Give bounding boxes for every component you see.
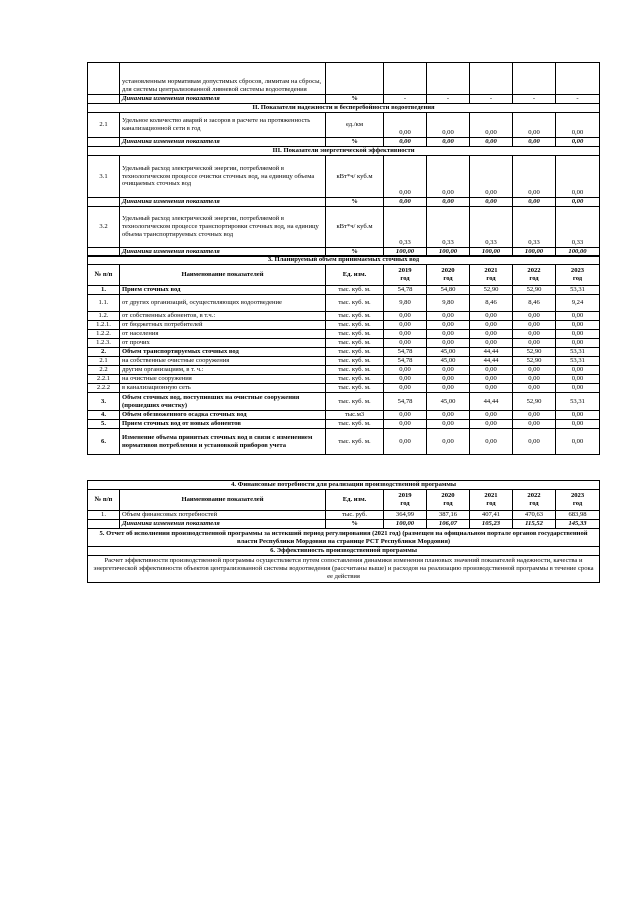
value-cell: 0,00	[384, 384, 427, 393]
row-name: Объем транспортируемых сточных вод	[120, 348, 326, 357]
value-cell: 0,00	[556, 198, 600, 207]
table-row	[88, 286, 600, 295]
unit-cell: кВт*ч/ куб.м	[326, 156, 384, 198]
value-cell: 0,00	[556, 156, 600, 198]
row-name: на собственные очистные сооружения	[120, 357, 326, 366]
value-cell: 0,00	[513, 375, 556, 384]
unit-cell: %	[326, 520, 384, 529]
header-name: Наименование показателей	[120, 490, 326, 511]
value-cell: 0,00	[556, 138, 600, 147]
table-row	[88, 330, 600, 339]
row-number: 2.1	[88, 357, 120, 366]
table-row	[88, 348, 600, 357]
unit-cell: тыс. куб. м.	[326, 393, 384, 411]
value-cell: -	[384, 95, 427, 104]
header-year: 2019 год	[384, 490, 427, 511]
value-cell: 0,00	[513, 321, 556, 330]
value-cell: 0,00	[427, 429, 470, 455]
wastewater-volume-table	[87, 255, 600, 455]
row-number: 2.2.2	[88, 384, 120, 393]
table-row	[88, 156, 600, 198]
unit-cell: тыс. куб. м.	[326, 312, 384, 321]
row-name: от собственных абонентов, в т.ч.:	[120, 312, 326, 321]
value-cell: 54,78	[384, 393, 427, 411]
table-row	[88, 207, 600, 248]
value-cell: 0,00	[556, 375, 600, 384]
section-title-efficiency: 6. Эффективность производственной программы	[88, 547, 600, 556]
row-number: 2.2.1	[88, 375, 120, 384]
value-cell: 52,90	[513, 393, 556, 411]
value-cell: 54,78	[384, 357, 427, 366]
value-cell: 0,00	[513, 429, 556, 455]
efficiency-description: Расчет эффективности производственной программы осуществляется путем сопоставления динамики изменения плановых значений показателей надежности, качества и энергетической эффективности объектов централизованной системы водоотведения (рассчитаны выше) и расходов на реализацию производственной программы в течение срока ее действия	[88, 556, 600, 583]
value-cell: 0,00	[556, 312, 600, 321]
row-number: 1.2.2.	[88, 330, 120, 339]
value-cell: 0,00	[384, 312, 427, 321]
value-cell: 0,00	[427, 113, 470, 138]
header-year: 2019 год	[384, 265, 427, 286]
dynamics-label: Динамика изменения показателя	[120, 95, 326, 104]
dynamics-label: Динамика изменения показателя	[120, 248, 326, 257]
section-title-financial: 4. Финансовые потребности для реализации производственной программы	[88, 481, 600, 490]
value-cell: 0,33	[556, 207, 600, 248]
value-cell: 0,00	[556, 420, 600, 429]
value-cell: 0,00	[427, 156, 470, 198]
unit-cell: кВт*ч/ куб.м	[326, 207, 384, 248]
value-cell: 53,31	[556, 357, 600, 366]
value-cell: 0,00	[556, 366, 600, 375]
value-cell: 100,00	[556, 248, 600, 257]
table-row	[88, 63, 600, 95]
row-number: 1.	[88, 511, 120, 520]
section-title-report: 5. Отчет об исполнении производственной программы за истекший период регулирования (2021 год) (размещен на официальном портале органов государственной власти Республики Мордовия на странице РСТ Республики Мордовия)	[88, 529, 600, 547]
row-name: другим организациям, в т. ч.:	[120, 366, 326, 375]
value-cell: 387,16	[427, 511, 470, 520]
value-cell: 0,00	[470, 420, 513, 429]
value-cell: 0,00	[470, 198, 513, 207]
row-name: Объем обезвоженного осадка сточных вод	[120, 411, 326, 420]
row-name: Объем сточных вод, поступивших на очистные сооружения (прошедших очистку)	[120, 393, 326, 411]
indicator-description: Удельное количество аварий и засоров в расчете на протяженность канализационной сети в год	[120, 113, 326, 138]
value-cell: 52,90	[513, 286, 556, 295]
header-year: 2020 год	[427, 265, 470, 286]
row-number: 1.1.	[88, 295, 120, 312]
section-title-wastewater: 3. Планируемый объем принимаемых сточных вод	[88, 256, 600, 265]
value-cell: 0,00	[427, 138, 470, 147]
dynamics-label: Динамика изменения показателя	[120, 138, 326, 147]
unit-cell: тыс. куб. м.	[326, 295, 384, 312]
row-name: Изменение объема принятых сточных вод в связи с изменением нормативов потребления и установкой приборов учета	[120, 429, 326, 455]
value-cell: 115,52	[513, 520, 556, 529]
row-number: 1.2.	[88, 312, 120, 321]
value-cell: 0,00	[513, 384, 556, 393]
value-cell: 0,00	[556, 429, 600, 455]
value-cell: 0,00	[470, 366, 513, 375]
table-row	[88, 295, 600, 312]
table-row	[88, 411, 600, 420]
row-name: Объем финансовых потребностей	[120, 511, 326, 520]
table-row	[88, 312, 600, 321]
indicators-table	[87, 62, 600, 257]
row-name: от прочих	[120, 339, 326, 348]
dynamics-row	[88, 198, 600, 207]
row-name: от других организаций, осуществляющих водоотведение	[120, 295, 326, 312]
financial-needs-table	[87, 480, 600, 583]
row-number: 4.	[88, 411, 120, 420]
value-cell: 0,00	[384, 113, 427, 138]
value-cell: 52,90	[513, 357, 556, 366]
value-cell: 45,00	[427, 357, 470, 366]
value-cell: 0,33	[470, 207, 513, 248]
header-unit: Ед. изм.	[326, 265, 384, 286]
header-year: 2023 год	[556, 265, 600, 286]
table-row	[88, 366, 600, 375]
row-number: 1.	[88, 286, 120, 295]
value-cell: 0,00	[384, 375, 427, 384]
row-number: 3.1	[88, 156, 120, 198]
value-cell: 0,00	[427, 330, 470, 339]
value-cell: 0,00	[427, 321, 470, 330]
value-cell: 9,24	[556, 295, 600, 312]
value-cell: 0,00	[384, 366, 427, 375]
value-cell: 52,90	[513, 348, 556, 357]
value-cell: 407,41	[470, 511, 513, 520]
unit-cell: тыс. куб. м.	[326, 357, 384, 366]
value-cell: 0,00	[470, 339, 513, 348]
row-number: 6.	[88, 429, 120, 455]
header-number: № п/п	[88, 265, 120, 286]
value-cell: 0,00	[513, 138, 556, 147]
header-year: 2021 год	[470, 490, 513, 511]
header-year: 2021 год	[470, 265, 513, 286]
section-header	[88, 547, 600, 556]
value-cell: 0,00	[470, 429, 513, 455]
value-cell: 0,00	[384, 411, 427, 420]
row-number: 2.	[88, 348, 120, 357]
unit-cell: тыс. куб. м.	[326, 420, 384, 429]
value-cell: 0,00	[427, 312, 470, 321]
value-cell: 0,00	[556, 384, 600, 393]
row-number: 1.2.1.	[88, 321, 120, 330]
header-year: 2023 год	[556, 490, 600, 511]
value-cell: 0,00	[427, 366, 470, 375]
row-name: от населения	[120, 330, 326, 339]
dynamics-label: Динамика изменения показателя	[120, 198, 326, 207]
unit-cell: %	[326, 95, 384, 104]
section-title-reliability: II. Показатели надежности и бесперебойности водоотведения	[88, 104, 600, 113]
indicator-description: установленным нормативам допустимых сбросов, лимитам на сбросы, для системы централизованной ливневой системы водоотведения	[120, 63, 326, 95]
value-cell: 44,44	[470, 348, 513, 357]
value-cell: 100,00	[427, 248, 470, 257]
row-number: 2.2	[88, 366, 120, 375]
row-number: 3.	[88, 393, 120, 411]
value-cell: 0,00	[556, 330, 600, 339]
value-cell: 44,44	[470, 357, 513, 366]
table-row	[88, 393, 600, 411]
table-header	[88, 265, 600, 286]
value-cell: 0,00	[556, 339, 600, 348]
value-cell: 0,00	[470, 156, 513, 198]
value-cell: 0,00	[470, 138, 513, 147]
header-name: Наименование показателей	[120, 265, 326, 286]
value-cell: 8,46	[470, 295, 513, 312]
value-cell: 0,00	[384, 420, 427, 429]
unit-cell: тыс. куб. м.	[326, 348, 384, 357]
section-header	[88, 481, 600, 490]
value-cell: 54,80	[427, 286, 470, 295]
row-number: 1.2.3.	[88, 339, 120, 348]
value-cell: 0,00	[384, 339, 427, 348]
table-header	[88, 490, 600, 511]
value-cell: 0,00	[513, 156, 556, 198]
value-cell: 0,00	[556, 321, 600, 330]
value-cell: 106,07	[427, 520, 470, 529]
value-cell: 100,00	[470, 248, 513, 257]
value-cell: -	[556, 95, 600, 104]
value-cell: 470,63	[513, 511, 556, 520]
value-cell: 0,00	[556, 411, 600, 420]
section-title-energy: III. Показатели энергетической эффективности	[88, 147, 600, 156]
table-row	[88, 420, 600, 429]
row-name: в канализационную сеть	[120, 384, 326, 393]
unit-cell: тыс. куб. м.	[326, 375, 384, 384]
table-row	[88, 113, 600, 138]
value-cell: 0,00	[513, 312, 556, 321]
value-cell: 0,00	[470, 384, 513, 393]
header-year: 2022 год	[513, 490, 556, 511]
section-header	[88, 529, 600, 547]
value-cell: 0,00	[470, 411, 513, 420]
row-name: Прием сточных вод	[120, 286, 326, 295]
value-cell: 364,99	[384, 511, 427, 520]
value-cell: 0,00	[513, 330, 556, 339]
value-cell: 0,00	[513, 113, 556, 138]
row-name: Прием сточных вод от новых абонентов	[120, 420, 326, 429]
value-cell: 0,00	[556, 113, 600, 138]
table-row	[88, 384, 600, 393]
indicator-description: Удельный расход электрической энергии, потребляемой в технологическом процессе очистки сточных вод, на единицу объема очищаемых сточных вод	[120, 156, 326, 198]
value-cell: 0,00	[384, 429, 427, 455]
value-cell: 0,00	[470, 330, 513, 339]
unit-cell: тыс. куб. м.	[326, 286, 384, 295]
value-cell: 0,00	[470, 113, 513, 138]
section-header	[88, 147, 600, 156]
unit-cell: ед./км	[326, 113, 384, 138]
value-cell: 0,00	[470, 375, 513, 384]
unit-cell: тыс. куб. м.	[326, 366, 384, 375]
unit-cell: %	[326, 198, 384, 207]
value-cell: 8,46	[513, 295, 556, 312]
value-cell: 54,78	[384, 286, 427, 295]
value-cell: 0,33	[427, 207, 470, 248]
indicator-description: Удельный расход электрической энергии, потребляемой в технологическом процессе транспортировки сточных вод, на единицу объема транспортируемых сточных вод	[120, 207, 326, 248]
value-cell: 0,00	[513, 366, 556, 375]
value-cell: -	[513, 95, 556, 104]
unit-cell: %	[326, 138, 384, 147]
unit-cell: тыс. куб. м.	[326, 339, 384, 348]
table-row	[88, 321, 600, 330]
value-cell: 54,78	[384, 348, 427, 357]
value-cell: 9,80	[427, 295, 470, 312]
dynamics-label: Динамика изменения показателя	[120, 520, 326, 529]
table-row	[88, 339, 600, 348]
section-header	[88, 104, 600, 113]
value-cell: 0,00	[427, 339, 470, 348]
value-cell: 0,00	[384, 330, 427, 339]
value-cell: 0,00	[427, 384, 470, 393]
wastewater-rows	[88, 286, 600, 455]
value-cell: 53,31	[556, 348, 600, 357]
table-row	[88, 357, 600, 366]
unit-cell: тыс. куб. м.	[326, 330, 384, 339]
row-name: от бюджетных потребителей	[120, 321, 326, 330]
header-year: 2022 год	[513, 265, 556, 286]
value-cell: 52,90	[470, 286, 513, 295]
value-cell: 0,00	[470, 312, 513, 321]
value-cell: 0,00	[384, 198, 427, 207]
value-cell: 0,00	[470, 321, 513, 330]
value-cell: -	[427, 95, 470, 104]
value-cell: 45,00	[427, 393, 470, 411]
text-row	[88, 556, 600, 583]
value-cell: 105,23	[470, 520, 513, 529]
value-cell: 0,00	[427, 411, 470, 420]
value-cell: 0,00	[427, 198, 470, 207]
dynamics-row	[88, 138, 600, 147]
value-cell: -	[470, 95, 513, 104]
value-cell: 683,98	[556, 511, 600, 520]
header-year: 2020 год	[427, 490, 470, 511]
unit-cell: тыс. руб.	[326, 511, 384, 520]
value-cell: 0,00	[427, 375, 470, 384]
unit-cell: тыс. куб. м.	[326, 429, 384, 455]
table-row	[88, 429, 600, 455]
unit-cell: тыс. куб. м.	[326, 321, 384, 330]
row-number: 3.2	[88, 207, 120, 248]
value-cell: 0,00	[384, 156, 427, 198]
unit-cell: тыс.м3	[326, 411, 384, 420]
table-row	[88, 511, 600, 520]
value-cell: 145,33	[556, 520, 600, 529]
value-cell: 0,00	[513, 420, 556, 429]
unit-cell: тыс. куб. м.	[326, 384, 384, 393]
value-cell: 0,00	[384, 321, 427, 330]
value-cell: 0,00	[427, 420, 470, 429]
value-cell: 100,00	[513, 248, 556, 257]
table-row	[88, 375, 600, 384]
value-cell: 100,00	[384, 520, 427, 529]
value-cell: 0,00	[513, 411, 556, 420]
value-cell: 53,31	[556, 393, 600, 411]
section-header	[88, 256, 600, 265]
value-cell: 0,00	[384, 138, 427, 147]
value-cell: 53,31	[556, 286, 600, 295]
row-number: 2.1	[88, 113, 120, 138]
header-number: № п/п	[88, 490, 120, 511]
value-cell: 100,00	[384, 248, 427, 257]
value-cell: 0,00	[513, 198, 556, 207]
value-cell: 45,00	[427, 348, 470, 357]
value-cell: 0,33	[513, 207, 556, 248]
value-cell: 9,80	[384, 295, 427, 312]
dynamics-row	[88, 520, 600, 529]
unit-cell: %	[326, 248, 384, 257]
header-unit: Ед. изм.	[326, 490, 384, 511]
row-name: на очистные сооружения	[120, 375, 326, 384]
value-cell: 0,00	[513, 339, 556, 348]
row-number: 5.	[88, 420, 120, 429]
dynamics-row	[88, 95, 600, 104]
value-cell: 44,44	[470, 393, 513, 411]
value-cell: 0,33	[384, 207, 427, 248]
